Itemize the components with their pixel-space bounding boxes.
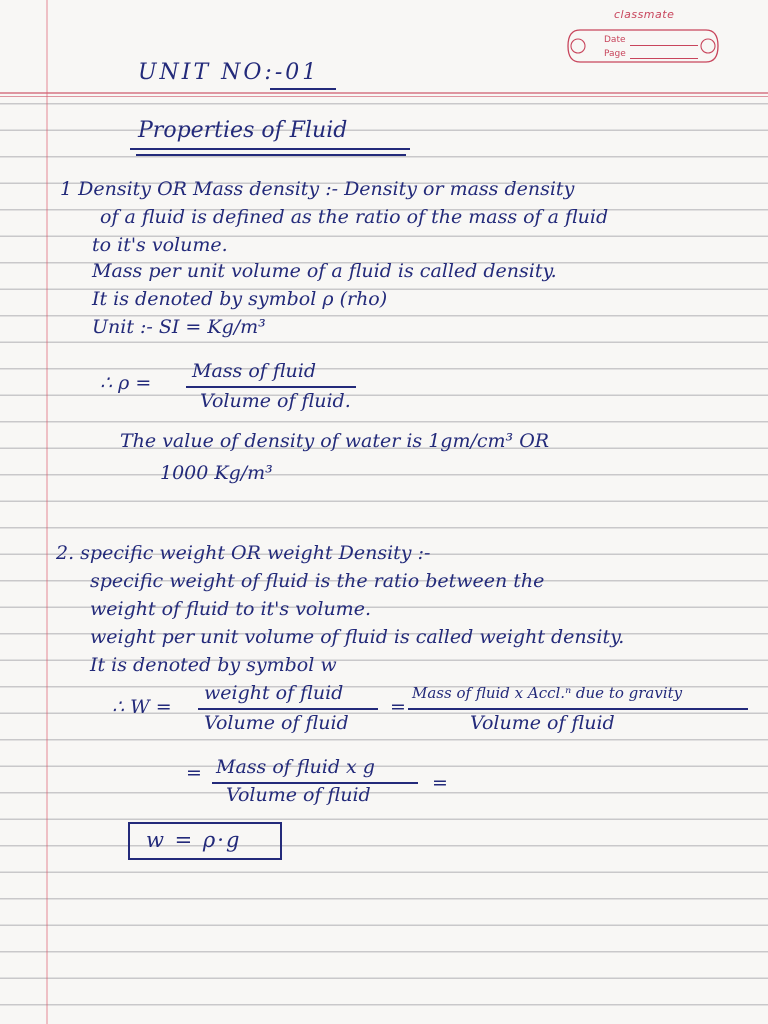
date-label: Date [604,35,626,45]
density-unit-line: Unit :- SI = Kg/m³ [92,316,266,338]
section-heading-underline [130,148,410,150]
weight-fraction-bar [198,708,378,710]
margin-line [46,0,48,1024]
weight-formula-denominator: Volume of fluid [204,712,349,734]
density-formula-denominator: Volume of fluid. [200,390,351,412]
weight-density-line-2: specific weight of fluid is the ratio between the [90,570,545,592]
unit-title-underline [270,88,336,90]
date-box-outline-icon [566,26,720,66]
weight-formula2-numerator: Mass of fluid x Accl.ⁿ due to gravity [412,684,683,702]
density-definition-line-2: of a fluid is defined as the ratio of the mass of a fluid [100,206,609,228]
weight-formula-lhs: ∴ W = [112,696,172,718]
date-page-box [566,26,720,66]
weight-density-heading: 2. specific weight OR weight Density :- [56,542,431,564]
water-density-line-2: 1000 Kg/m³ [160,462,273,484]
page-line [630,58,698,59]
density-formula-numerator: Mass of fluid [192,360,316,382]
weight-step-trailing-equals: = [432,772,448,794]
water-density-line-1: The value of density of water is 1gm/cm³ OR [120,430,550,452]
unit-title: UNIT NO:-01 [138,60,320,85]
header-rule-thin [0,96,768,97]
weight-step-equals: = [186,762,202,784]
weight-step-numerator: Mass of fluid x g [216,756,375,778]
weight-density-line-4: weight per unit volume of fluid is called weight density. [90,626,625,648]
brand-logo: classmate [614,8,675,21]
date-line [630,45,698,46]
section-heading-underline-2 [136,154,406,156]
density-fraction-bar [186,386,356,388]
density-formula-lhs: ∴ ρ = [100,372,152,394]
page-label: Page [604,49,626,59]
weight-step-denominator: Volume of fluid [226,784,371,806]
weight-density-symbol-line: It is denoted by symbol w [90,654,337,676]
section-heading: Properties of Fluid [138,118,348,143]
header-rule [0,92,768,94]
weight-density-line-3: weight of fluid to it's volume. [90,598,371,620]
result-formula: w = ρ·g [146,828,242,852]
weight-formula-numerator: weight of fluid [204,682,344,704]
density-definition-line-4: Mass per unit volume of a fluid is called density. [92,260,557,282]
density-symbol-line: It is denoted by symbol ρ (rho) [92,288,388,310]
density-definition-line-1: 1 Density OR Mass density :- Density or mass density [60,178,575,200]
result-box-top [128,822,280,824]
weight-formula-equals: = [390,696,406,718]
density-definition-line-3: to it's volume. [92,234,228,256]
weight-formula2-denominator: Volume of fluid [470,712,615,734]
weight-fraction2-bar [408,708,748,710]
